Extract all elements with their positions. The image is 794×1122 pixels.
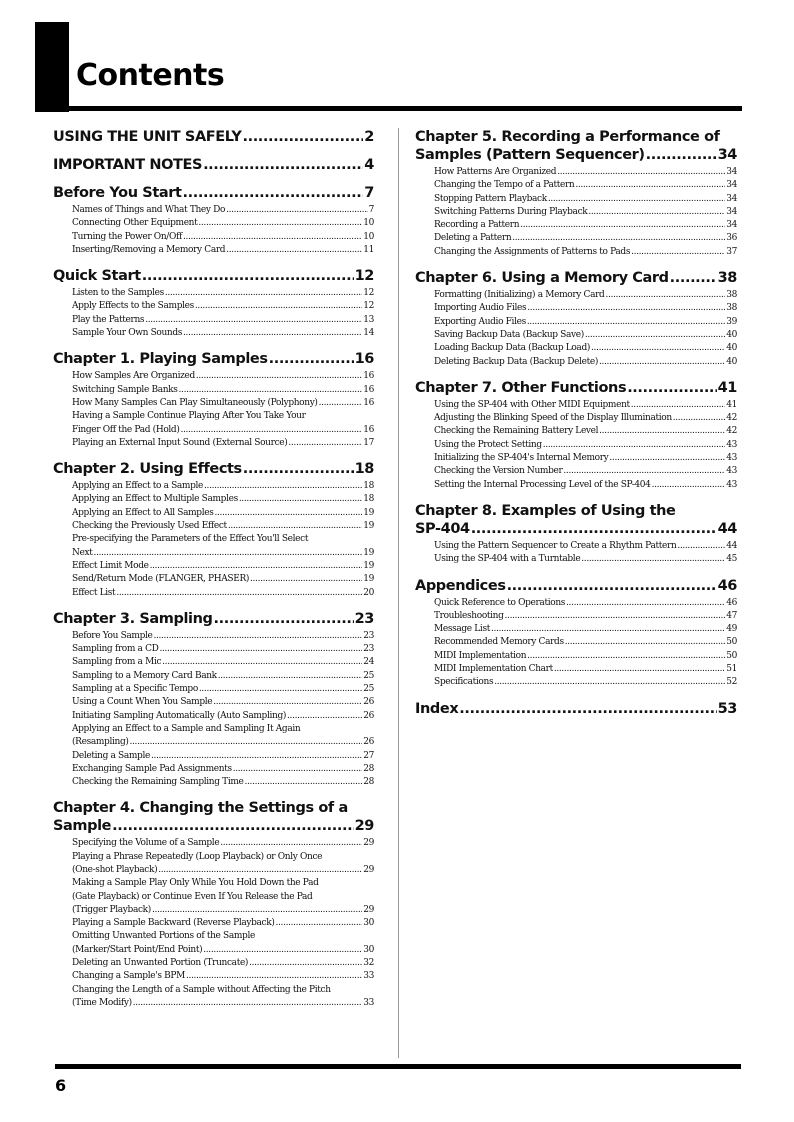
toc-section-heading-line: Chapter 5. Recording a Performance of [415,129,720,145]
toc-entry[interactable]: Exporting Audio Files ..... 39 [434,316,737,329]
toc-entry[interactable]: MIDI Implementation ..... 50 [434,650,737,663]
toc-entry[interactable]: Turning the Power On/Off ..... 10 [72,231,374,244]
toc-entry[interactable]: Checking the Remaining Sampling Time ..... 28 [72,776,374,789]
toc-entry[interactable]: Playing a Sample Backward (Reverse Playback) ..... 30 [72,917,374,930]
toc-entry[interactable]: Stopping Pattern Playback ..... 34 [434,193,737,206]
toc-entry[interactable]: Pre-specifying the Parameters of the Effect You'll Select Next ..... 19 [72,533,374,560]
toc-entry[interactable]: Using the Pattern Sequencer to Create a Rhythm Pattern ..... 44 [434,540,737,553]
toc-entry[interactable]: Making a Sample Play Only While You Hold Down the Pad (Gate Playback) or Continue Even If You Release the Pad (Trigger Playback) ..... 29 [72,877,374,917]
toc-entry[interactable]: Loading Backup Data (Backup Load) ..... 40 [434,342,737,355]
page-number: 6 [55,1076,67,1095]
toc-entry[interactable]: Switching Sample Banks ..... 16 [72,384,374,397]
toc-entry[interactable]: Deleting Backup Data (Backup Delete) ..... 40 [434,356,737,369]
toc-left-column [53,128,374,1010]
toc-entry-list [415,597,737,690]
toc-section-heading-line: Chapter 4. Changing the Settings of a [53,800,348,817]
toc-entry[interactable]: Adjusting the Blinking Speed of the Display Illumination ..... 42 [434,412,737,425]
toc-entry[interactable]: Before You Sample ..... 23 [72,630,374,643]
toc-section-heading[interactable]: USING THE UNIT SAFELY ..... 2 [53,128,374,146]
toc-entry[interactable]: Using a Count When You Sample ..... 26 [72,696,374,709]
toc-section-heading-line: Sample ..... 29 [53,817,374,835]
toc-section-heading[interactable] [415,128,737,164]
toc-entry[interactable]: Using the Protect Setting ..... 43 [434,439,737,452]
toc-entry[interactable]: Specifications ..... 52 [434,676,737,689]
toc-entry[interactable]: Checking the Version Number ..... 43 [434,465,737,478]
toc-entry-list [53,480,374,600]
toc-entry[interactable]: Sample Your Own Sounds ..... 14 [72,327,374,340]
toc-entry[interactable]: Using the SP-404 with a Turntable ..... 45 [434,553,737,566]
toc-entry[interactable]: Listen to the Samples ..... 12 [72,287,374,300]
toc-entry[interactable]: Having a Sample Continue Playing After You Take Your Finger Off the Pad (Hold) ..... 16 [72,410,374,437]
toc-entry[interactable]: Names of Things and What They Do ..... 7 [72,204,374,217]
toc-entry[interactable]: Saving Backup Data (Backup Save) ..... 40 [434,329,737,342]
toc-entry[interactable]: How Samples Are Organized ..... 16 [72,370,374,383]
toc-entry[interactable]: How Patterns Are Organized ..... 34 [434,166,737,179]
toc-entry[interactable]: Inserting/Removing a Memory Card ..... 11 [72,244,374,257]
toc-entry[interactable]: Checking the Previously Used Effect ..... 19 [72,520,374,533]
toc-entry[interactable]: How Many Samples Can Play Simultaneously (Polyphony) ..... 16 [72,397,374,410]
toc-entry[interactable]: Troubleshooting ..... 47 [434,610,737,623]
toc-entry[interactable]: Importing Audio Files ..... 38 [434,302,737,315]
toc-section-heading[interactable]: Quick Start ..... 12 [53,267,374,285]
toc-section-heading[interactable]: Appendices ..... 46 [415,577,737,595]
toc-entry[interactable]: Playing a Phrase Repeatedly (Loop Playback) or Only Once (One-shot Playback) ..... 29 [72,851,374,878]
toc-entry[interactable]: Connecting Other Equipment ..... 10 [72,217,374,230]
toc-entry[interactable]: Changing a Sample's BPM ..... 33 [72,970,374,983]
toc-entry[interactable]: Changing the Length of a Sample without Affecting the Pitch (Time Modify) ..... 33 [72,984,374,1011]
toc-entry[interactable]: Initializing the SP-404's Internal Memory ..... 43 [434,452,737,465]
toc-entry[interactable]: Deleting a Pattern ..... 36 [434,232,737,245]
toc-section-heading[interactable]: Chapter 2. Using Effects ..... 18 [53,460,374,478]
toc-section-heading-line: Samples (Pattern Sequencer) ..... 34 [415,146,737,164]
toc-entry[interactable]: Deleting an Unwanted Portion (Truncate) ..... 32 [72,957,374,970]
toc-section-heading[interactable]: Chapter 1. Playing Samples ..... 16 [53,350,374,368]
footer-rule [55,1064,741,1069]
toc-entry[interactable]: Message List ..... 49 [434,623,737,636]
toc-section-heading[interactable]: Index ..... 53 [415,700,737,718]
toc-section-heading[interactable]: IMPORTANT NOTES ..... 4 [53,156,374,174]
header-black-block [35,22,69,112]
toc-entry[interactable]: Changing the Tempo of a Pattern ..... 34 [434,179,737,192]
toc-entry[interactable]: Effect Limit Mode ..... 19 [72,560,374,573]
column-divider [398,128,399,1058]
toc-entry[interactable]: Apply Effects to the Samples ..... 12 [72,300,374,313]
toc-entry-list [415,289,737,369]
toc-section-heading[interactable]: Chapter 7. Other Functions ..... 41 [415,379,737,397]
toc-section-heading[interactable]: Before You Start ..... 7 [53,184,374,202]
toc-entry-list [415,540,737,567]
toc-entry[interactable]: Switching Patterns During Playback ..... 34 [434,206,737,219]
toc-entry-list [53,837,374,1010]
toc-section-heading[interactable] [53,799,374,835]
toc-entry[interactable]: Exchanging Sample Pad Assignments ..... 28 [72,763,374,776]
toc-right-column [415,128,737,720]
toc-entry[interactable]: Deleting a Sample ..... 27 [72,750,374,763]
toc-entry[interactable]: Quick Reference to Operations ..... 46 [434,597,737,610]
toc-entry[interactable]: Send/Return Mode (FLANGER, PHASER) ..... 19 [72,573,374,586]
toc-section-heading-line: Chapter 8. Examples of Using the [415,502,676,519]
toc-entry[interactable]: Sampling from a CD ..... 23 [72,643,374,656]
toc-section-heading[interactable]: Chapter 3. Sampling ..... 23 [53,610,374,628]
toc-entry-list [53,287,374,340]
toc-entry[interactable]: Sampling from a Mic ..... 24 [72,656,374,669]
toc-entry[interactable]: Using the SP-404 with Other MIDI Equipment ..... 41 [434,399,737,412]
toc-entry-list [53,204,374,257]
toc-entry[interactable]: Omitting Unwanted Portions of the Sample (Marker/Start Point/End Point) ..... 30 [72,930,374,957]
toc-entry[interactable]: Effect List ..... 20 [72,587,374,600]
toc-entry[interactable]: Setting the Internal Processing Level of the SP-404 ..... 43 [434,479,737,492]
toc-entry[interactable]: Checking the Remaining Battery Level ..... 42 [434,425,737,438]
toc-entry[interactable]: Applying an Effect to a Sample ..... 18 [72,480,374,493]
toc-entry[interactable]: Changing the Assignments of Patterns to Pads ..... 37 [434,246,737,259]
header-rule [35,106,742,111]
toc-entry[interactable]: Applying an Effect to a Sample and Sampling It Again (Resampling) ..... 26 [72,723,374,750]
toc-entry[interactable]: Specifying the Volume of a Sample ..... 29 [72,837,374,850]
toc-entry-list [53,370,374,450]
toc-entry[interactable]: Applying an Effect to Multiple Samples ..... 18 [72,493,374,506]
toc-entry-list [415,399,737,492]
toc-section-heading[interactable] [415,502,737,538]
toc-section-heading-line: SP-404 ..... 44 [415,520,737,538]
toc-entry[interactable]: MIDI Implementation Chart ..... 51 [434,663,737,676]
toc-entry-list [415,166,737,259]
toc-entry[interactable]: Recording a Pattern ..... 34 [434,219,737,232]
toc-entry[interactable]: Play the Patterns ..... 13 [72,314,374,327]
page-title: Contents [76,58,225,93]
toc-entry[interactable]: Applying an Effect to All Samples ..... 19 [72,507,374,520]
toc-entry[interactable]: Initiating Sampling Automatically (Auto Sampling) ..... 26 [72,710,374,723]
toc-section-heading[interactable]: Chapter 6. Using a Memory Card ..... 38 [415,269,737,287]
toc-entry[interactable]: Formatting (Initializing) a Memory Card ..... 38 [434,289,737,302]
toc-entry[interactable]: Sampling to a Memory Card Bank ..... 25 [72,670,374,683]
toc-entry[interactable]: Sampling at a Specific Tempo ..... 25 [72,683,374,696]
toc-entry-list [53,630,374,790]
toc-entry[interactable]: Playing an External Input Sound (External Source) ..... 17 [72,437,374,450]
toc-entry[interactable]: Recommended Memory Cards ..... 50 [434,636,737,649]
